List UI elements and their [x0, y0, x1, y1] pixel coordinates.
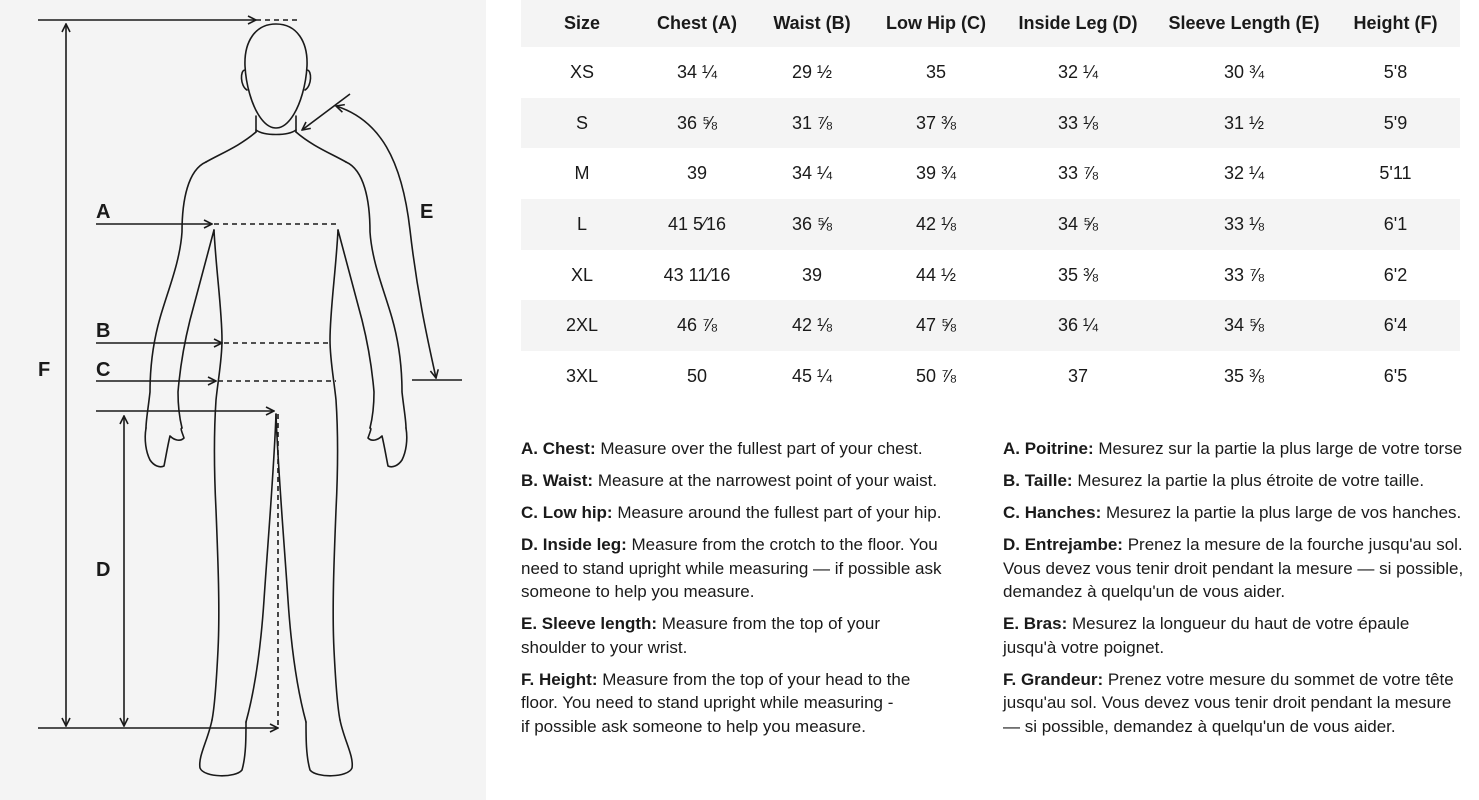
cell-sleeve-length: 31 ½	[1157, 98, 1331, 149]
cell-low-hip: 35	[925, 61, 947, 82]
guide-item-grandeur: F. Grandeur: Prenez votre mesure du sommet de votre tête jusqu'au sol. Vous devez vous tenir droit pendant la mesure — si possible, demandez à quelqu'un de vous aider.	[1003, 669, 1454, 736]
measurement-guide-english	[521, 437, 971, 747]
label-f: F	[38, 359, 51, 381]
cell-chest: 50	[686, 365, 708, 386]
guide-item-taille: B. Taille: Mesurez la partie la plus étroite de votre taille.	[1003, 471, 1425, 490]
cell-sleeve-length: 32 ¼	[1223, 163, 1265, 184]
cell-size: XL	[570, 264, 594, 285]
cell-waist: 45 ¼	[791, 365, 833, 386]
cell-waist: 34 ¼	[791, 163, 833, 184]
cell-inside-leg: 33 ⅞	[1057, 163, 1099, 184]
label-a: A	[96, 201, 111, 223]
cell-size: L	[521, 199, 643, 250]
cell-inside-leg: 37	[1067, 365, 1089, 386]
header-height: Height (F)	[1331, 0, 1460, 47]
header-size: Size	[521, 0, 643, 47]
table-row	[521, 199, 1460, 250]
guide-item-inside-leg: D. Inside leg: Measure from the crotch to the floor. You need to stand upright while measuring — if possible ask someone to help you measure.	[521, 535, 942, 601]
cell-size: 3XL	[565, 365, 599, 386]
cell-waist: 42 ⅛	[751, 300, 873, 351]
cell-low-hip: 39 ¾	[915, 163, 957, 184]
cell-inside-leg: 34 ⅝	[999, 199, 1157, 250]
table-row	[521, 250, 1460, 301]
table-row	[521, 47, 1460, 98]
table-row	[521, 148, 1460, 199]
guide-item-sleeve-length: E. Sleeve length: Measure from the top of your shoulder to your wrist.	[521, 614, 881, 657]
size-chart-table	[521, 0, 1460, 402]
cell-low-hip: 44 ½	[915, 264, 957, 285]
header-inside-leg: Inside Leg (D)	[999, 0, 1157, 47]
table-row	[521, 98, 1460, 149]
cell-sleeve-length: 33 ⅛	[1157, 199, 1331, 250]
cell-low-hip: 50 ⅞	[915, 365, 957, 386]
guide-item-hanches: C. Hanches: Mesurez la partie la plus large de vos hanches.	[1003, 503, 1462, 522]
label-e: E	[420, 201, 434, 223]
cell-inside-leg: 32 ¼	[1057, 61, 1099, 82]
cell-sleeve-length: 35 ⅜	[1223, 365, 1265, 386]
cell-size: XS	[569, 61, 594, 82]
body-figure	[0, 0, 486, 800]
cell-low-hip: 37 ⅜	[873, 98, 999, 149]
guide-item-poitrine: A. Poitrine: Mesurez sur la partie la plus large de votre torse	[1003, 439, 1463, 458]
cell-chest: 39	[686, 163, 708, 184]
guide-item-entrejambe: D. Entrejambe: Prenez la mesure de la fourche jusqu'au sol. Vous devez vous tenir droit pendant la mesure — si possible, demandez à quelqu'un de vous aider.	[1003, 535, 1464, 601]
cell-height: 5'8	[1383, 61, 1408, 82]
cell-sleeve-length: 30 ¾	[1223, 61, 1265, 82]
guide-item-bras: E. Bras: Mesurez la longueur du haut de votre épaule jusqu'à votre poignet.	[1003, 614, 1410, 657]
cell-chest: 43 11⁄16	[663, 264, 731, 285]
cell-height: 6'5	[1383, 365, 1408, 386]
cell-waist: 36 ⅝	[751, 199, 873, 250]
guide-item-waist: B. Waist: Measure at the narrowest point of your waist.	[521, 471, 938, 490]
label-d: D	[96, 559, 111, 581]
cell-waist: 31 ⅞	[751, 98, 873, 149]
measurement-guide-french	[1003, 437, 1479, 747]
cell-height: 5'11	[1379, 163, 1412, 184]
body-measurement-diagram	[0, 0, 486, 800]
cell-height: 6'4	[1331, 300, 1460, 351]
header-chest: Chest (A)	[643, 0, 751, 47]
label-c: C	[96, 359, 111, 381]
table-row	[521, 351, 1460, 402]
cell-size: S	[521, 98, 643, 149]
label-b: B	[96, 320, 111, 342]
cell-inside-leg: 33 ⅛	[999, 98, 1157, 149]
cell-low-hip: 47 ⅝	[873, 300, 999, 351]
cell-height: 6'1	[1331, 199, 1460, 250]
guide-item-chest: A. Chest: Measure over the fullest part of your chest.	[521, 439, 923, 458]
cell-size: 2XL	[521, 300, 643, 351]
header-waist: Waist (B)	[751, 0, 873, 47]
cell-low-hip: 42 ⅛	[873, 199, 999, 250]
cell-sleeve-length: 33 ⅞	[1223, 264, 1265, 285]
header-sleeve-length: Sleeve Length (E)	[1157, 0, 1331, 47]
cell-waist: 29 ½	[791, 61, 833, 82]
cell-waist: 39	[801, 264, 823, 285]
guide-item-low-hip: C. Low hip: Measure around the fullest part of your hip.	[521, 503, 942, 522]
cell-sleeve-length: 34 ⅝	[1157, 300, 1331, 351]
cell-chest: 34 ¼	[676, 61, 718, 82]
cell-chest: 41 5⁄16	[643, 199, 751, 250]
table-header-row	[521, 0, 1460, 47]
cell-chest: 36 ⅝	[643, 98, 751, 149]
cell-inside-leg: 35 ⅜	[1057, 264, 1099, 285]
guide-item-height: F. Height: Measure from the top of your head to the floor. You need to stand upright while measuring - if possible ask someone to help you measure.	[521, 669, 911, 736]
figure-outline	[145, 24, 407, 776]
cell-chest: 46 ⅞	[643, 300, 751, 351]
cell-height: 5'9	[1331, 98, 1460, 149]
cell-size: M	[574, 163, 590, 184]
cell-height: 6'2	[1383, 264, 1408, 285]
table-row	[521, 300, 1460, 351]
header-low-hip: Low Hip (C)	[873, 0, 999, 47]
cell-inside-leg: 36 ¼	[999, 300, 1157, 351]
